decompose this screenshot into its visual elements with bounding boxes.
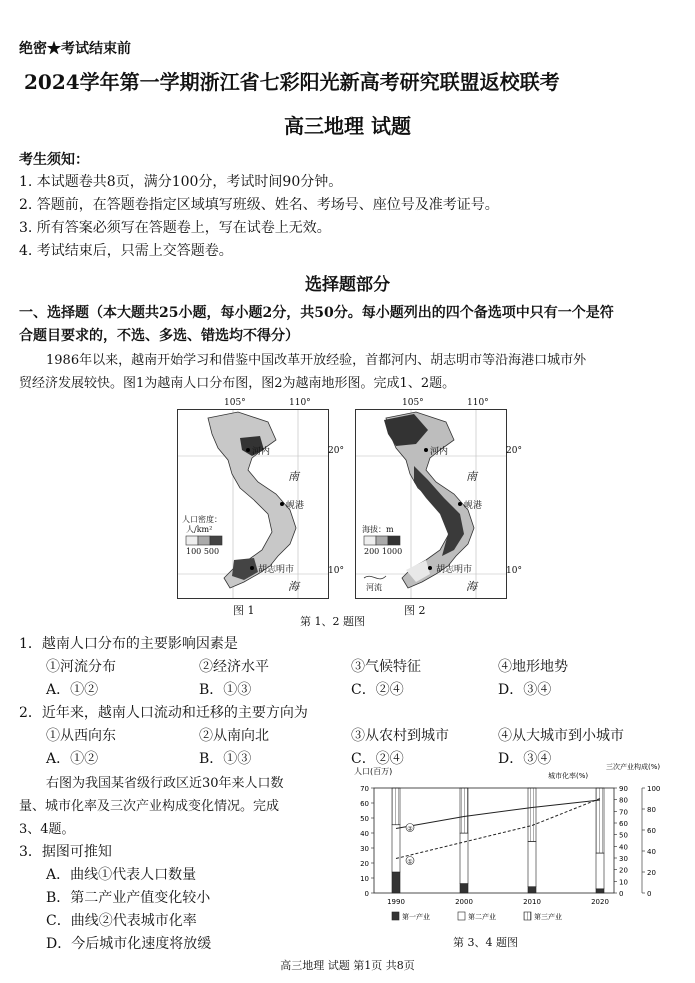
question-3: 3．据图可推知	[19, 844, 112, 860]
right-tick-label: 40	[647, 848, 656, 856]
bar-segment	[528, 788, 536, 842]
legend-values: 200 1000	[364, 547, 403, 556]
legend-label: 第二产业	[468, 913, 496, 921]
line-label: ①	[407, 858, 413, 866]
figure-label: 图 1	[233, 604, 255, 617]
legend-title: 海拔：m	[362, 525, 394, 534]
section-title: 选择题部分	[305, 275, 390, 295]
q1-choice[interactable]: A．①②	[46, 682, 99, 698]
x-tick-label: 2020	[591, 898, 609, 906]
vietnam-outline-1	[178, 410, 328, 598]
bar-segment	[392, 872, 400, 893]
right-tick-label: 20	[647, 869, 656, 877]
ylabel-left: 人口(百万)	[354, 767, 393, 776]
legend-swatch	[392, 912, 399, 920]
city-label: 胡志明市	[436, 565, 473, 575]
q2-item: ①从西向东	[46, 728, 116, 744]
left-tick-label: 30	[360, 845, 369, 853]
intro-text: 1986年以来，越南开始学习和借鉴中国改革开放经验，首都河内、胡志明市等沿海港口城市外	[46, 353, 587, 368]
question-2: 2．近年来，越南人口流动和迁移的主要方向为	[19, 705, 308, 721]
lon-label: 105°	[224, 398, 246, 408]
q2-choice[interactable]: D．③④	[498, 751, 552, 767]
q1-item: ③气候特征	[351, 659, 421, 675]
sea-label: 海	[288, 580, 299, 593]
part-instruction: 一、选择题（本大题共25小题，每小题2分，共50分。每小题列出的四个备选项中只有一个是符	[19, 305, 614, 321]
mid-tick-label: 20	[619, 866, 628, 875]
q2-item: ③从农村到城市	[351, 728, 449, 744]
q3-choice[interactable]: C．曲线②代表城市化率	[46, 913, 197, 929]
river-label: 河流	[366, 583, 382, 592]
q1-choice[interactable]: C．②④	[351, 682, 404, 698]
legend-swatch	[524, 912, 531, 920]
right-tick-label: 80	[647, 806, 656, 814]
sea-label: 南	[466, 470, 477, 483]
lat-label: 10°	[328, 566, 344, 576]
legend-swatch	[458, 912, 465, 920]
lon-label: 110°	[289, 398, 311, 408]
left-tick-label: 40	[360, 830, 369, 838]
sea-label: 南	[288, 470, 299, 483]
bar-segment	[460, 884, 468, 893]
notice-item: 1. 本试题卷共8页，满分100分，考试时间90分钟。	[19, 174, 343, 190]
page-title: 高三地理 试题	[284, 114, 411, 138]
intro-text-cont: 贸经济发展较快。图1为越南人口分布图，图2为越南地形图。完成1、2题。	[19, 376, 456, 391]
x-tick-label: 2010	[523, 898, 541, 906]
right-tick-label: 60	[647, 827, 656, 835]
left-tick-label: 0	[364, 890, 369, 898]
q2-choice[interactable]: B．①③	[199, 751, 252, 767]
bar-segment	[596, 853, 604, 889]
line-label: ②	[407, 825, 413, 833]
bar-segment	[596, 889, 604, 893]
ylabel-right: 三次产业构成(%)	[606, 763, 661, 771]
bar-segment	[460, 833, 468, 883]
notice-item: 4. 考试结束后，只需上交答题卷。	[19, 243, 233, 259]
figure-label: 图 2	[404, 604, 426, 617]
q1-choice[interactable]: B．①③	[199, 682, 252, 698]
bar-segment	[596, 788, 604, 853]
q1-item: ①河流分布	[46, 659, 116, 675]
mid-tick-label: 10	[619, 878, 628, 887]
q2-item: ④从大城市到小城市	[498, 728, 624, 744]
notice-item: 2. 答题前，在答题卷指定区域填写班级、姓名、考场号、座位号及准考证号。	[19, 197, 499, 213]
series-line	[396, 799, 600, 859]
question-1: 1．越南人口分布的主要影响因素是	[19, 636, 238, 652]
legend-unit: 人/km²	[186, 525, 213, 534]
part-instruction-cont: 合题目要求的，不选、多选、错选均不得分）	[19, 328, 299, 344]
right-tick-label: 100	[647, 785, 661, 793]
city-label: 岘港	[464, 501, 483, 511]
secret-label: 绝密★考试结束前	[19, 41, 131, 57]
series-line	[396, 800, 600, 829]
mid-tick-label: 70	[619, 808, 628, 817]
bar-segment	[392, 825, 400, 872]
q3-choice[interactable]: D．今后城市化速度将放缓	[46, 936, 212, 952]
bar-segment	[392, 788, 400, 825]
q3-choice[interactable]: A．曲线①代表人口数量	[46, 867, 197, 883]
q2-item: ②从南向北	[199, 728, 269, 744]
q3-choice[interactable]: B．第二产业产值变化较小	[46, 890, 211, 906]
legend-title: 人口密度：	[182, 515, 222, 524]
x-tick-label: 2000	[455, 898, 473, 906]
ylabel-mid: 城市化率(%)	[548, 772, 589, 780]
vietnam-outline-2	[356, 410, 506, 598]
bar-segment	[528, 887, 536, 893]
q1-choice[interactable]: D．③④	[498, 682, 552, 698]
left-tick-label: 70	[360, 785, 369, 793]
plot-frame	[374, 788, 614, 893]
mid-tick-label: 0	[619, 890, 624, 898]
exam-title: 2024学年第一学期浙江省七彩阳光新高考研究联盟返校联考	[24, 70, 560, 94]
x-tick-label: 1990	[387, 898, 405, 906]
lat-label: 20°	[328, 446, 344, 456]
chart-caption: 第 3、4 题图	[453, 936, 518, 949]
population-urbanization-chart	[344, 760, 684, 960]
mid-tick-label: 30	[619, 855, 628, 863]
city-label: 河内	[430, 447, 449, 457]
population-map	[177, 409, 329, 599]
legend-label: 第一产业	[402, 913, 430, 921]
right-tick-label: 0	[647, 890, 652, 898]
city-label: 胡志明市	[258, 565, 295, 575]
intro-text-cont: 3、4题。	[19, 822, 75, 837]
q1-item: ②经济水平	[199, 659, 269, 675]
intro-text: 右图为我国某省级行政区近30年来人口数	[46, 776, 284, 791]
mid-tick-label: 40	[619, 843, 628, 852]
lon-label: 105°	[402, 398, 424, 408]
left-tick-label: 50	[360, 815, 369, 823]
intro-text-cont: 量、城市化率及三次产业构成变化情况。完成	[19, 799, 280, 814]
mid-tick-label: 50	[619, 831, 628, 840]
page-footer: 高三地理 试题 第1页 共8页	[280, 959, 415, 972]
lat-label: 10°	[506, 566, 522, 576]
terrain-map	[355, 409, 507, 599]
q2-choice[interactable]: C．②④	[351, 751, 404, 767]
mid-tick-label: 80	[619, 796, 628, 805]
figure-caption: 第 1、2 题图	[300, 615, 365, 628]
lat-label: 20°	[506, 446, 522, 456]
bar-segment	[528, 842, 536, 887]
mid-tick-label: 60	[619, 820, 628, 828]
notice-heading: 考生须知：	[19, 152, 89, 168]
city-label: 河内	[252, 447, 271, 457]
bar-segment	[460, 788, 468, 833]
left-tick-label: 60	[360, 800, 369, 808]
legend-values: 100 500	[186, 547, 220, 556]
left-tick-label: 20	[360, 860, 369, 868]
left-tick-label: 10	[360, 875, 369, 883]
city-label: 岘港	[286, 501, 305, 511]
mid-tick-label: 90	[619, 785, 628, 793]
q2-choice[interactable]: A．①②	[46, 751, 99, 767]
sea-label: 海	[466, 580, 477, 593]
legend-label: 第三产业	[534, 913, 562, 921]
notice-item: 3. 所有答案必须写在答题卷上，写在试卷上无效。	[19, 220, 331, 236]
q1-item: ④地形地势	[498, 659, 568, 675]
lon-label: 110°	[467, 398, 489, 408]
